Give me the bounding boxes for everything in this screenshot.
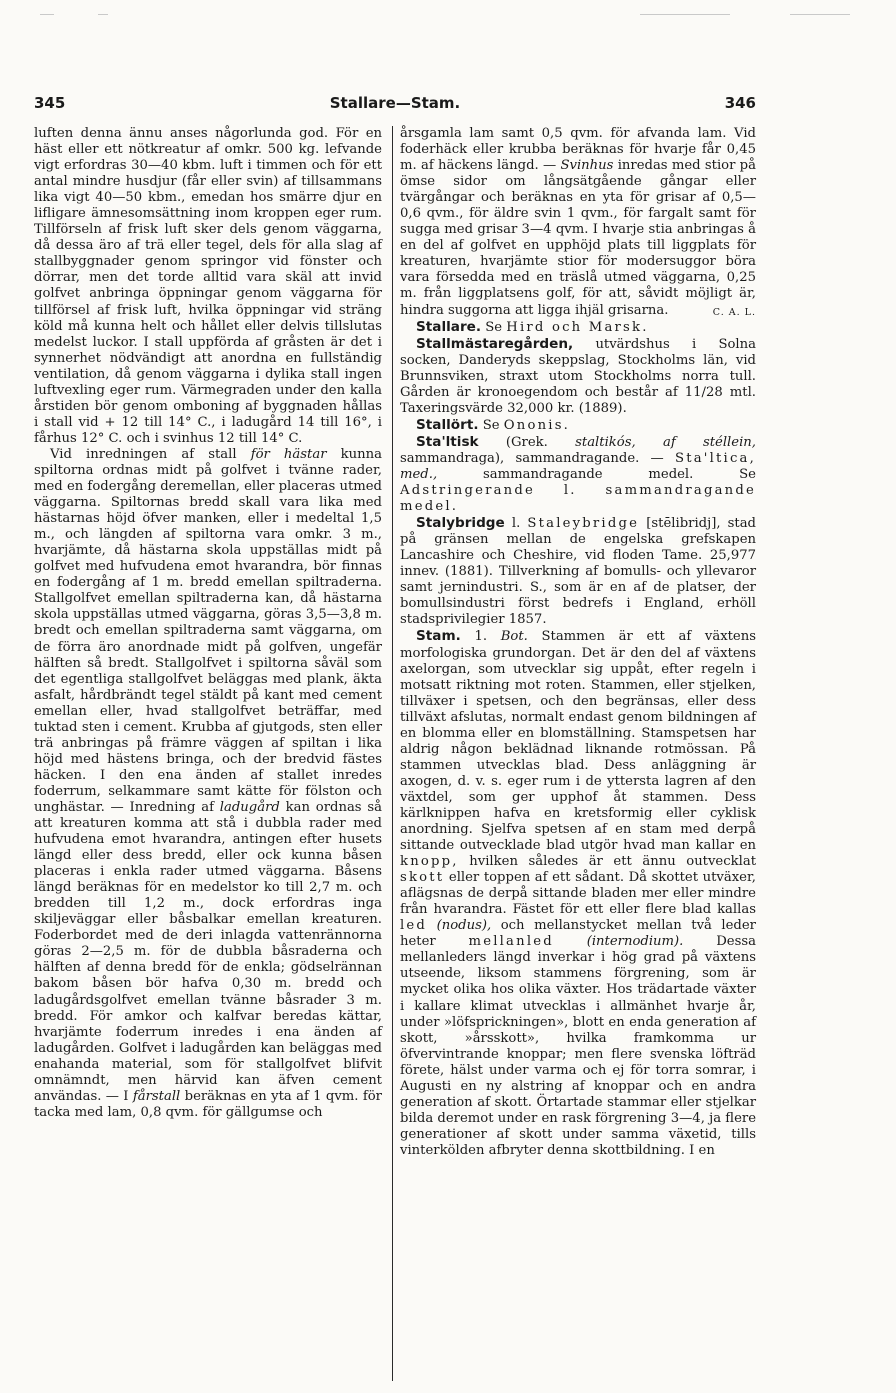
scan-mark <box>98 14 108 15</box>
entry-stalybridge: Stalybridge l. Staleybridge [stēlibridj], stad på gränsen mellan de engelska grefskapen Lancashire och Cheshire, vid floden Tame. 25,977 innev. (1881). Tillverkning af bomulls- och yllevaror samt jernindustri. S., som är en af de platser, der bomullsindustri först bedrefs i England, erhöll stadsprivilegier 1857. <box>400 515 756 628</box>
headword: Stam. <box>416 628 461 645</box>
right-column <box>400 126 756 1159</box>
paragraph-inredning: Vid inredningen af stall för hästar kunna spiltorna ordnas midt på golfvet i tvänne rader, med en fodergång deremellan, eller placeras utmed väggarna. Spiltornas bredd skall vara lika med hästarnas höjd öfver manken, eller i medeltal 1,5 m., och längden af spiltorna vara omkr. 3 m., hvarjämte, då hästarna skola uppställas midt på golfvet med hufvudena emot hvarandra, bör finnas en fodergång af 1 m. bredd emellan spiltraderna. Stallgolfvet emellan spiltraderna kan, då hästarna skola uppställas utmed väggarna, göras 3,5—3,8 m. bredt och emellan spiltraderna samt väggarna, om de förra äro anordnade midt på golfven, ungefär hälften så bredt. Stallgolfvet i spiltorna såväl som det egentliga stallgolfvet beläggas med plank, äkta asfalt, hårdbrändt tegel stäldt på kant med cement emellan eller, hvad stallgolfvet beträffar, med tuktad sten i cement. Krubba af gjutgods, sten eller trä anbringas på främre väggen af spiltan i lika höjd med hästens bringa, och der bredvid fästes häcken. I den ena änden af stallet inredes foderrum, selkammare samt kätte för fölston och unghästar. — Inredning af ladugård kan ordnas så att kreaturen komma att stå i dubbla rader med hufvudena emot hvarandra, antingen efter husets längd eller dess bredd, eller ock kunna båsen placeras i enkla rader utmed väggarna. Båsens längd beräknas för en medelstor ko till 2,7 m. och bredden till 1,2 m., dock erfordras inga skiljeväggar eller båsbalkar emellan kreaturen. Foderbordet med de deri inlagda vattenrännorna göras 2—2,5 m. för de dubbla båsraderna och hälften af denna bredd för de enkla; gödselrännan bakom båsen bör hafva 0,30 m. bredd och ladugårdsgolfvet emellan tvänne båsrader 3 m. bredd. För amkor och kalfvar beredas kättar, hvarjämte foderrum inredes i ena änden af ladugården. Golfvet i ladugården kan beläggas med enahanda material, som för stallgolfvet blifvit omnämndt, men härvid kan äfven cement användas. — I fårstall beräknas en yta af 1 qvm. för tacka med lam, 0,8 qvm. för gällgumse och <box>34 446 382 1120</box>
cross-reference: Ononis. <box>503 417 571 433</box>
headword: Stallare. <box>416 318 482 335</box>
entry-stallare: Stallare. Se Hird och Marsk. <box>416 318 649 335</box>
scan-mark <box>40 14 54 15</box>
column-divider <box>392 126 393 1381</box>
headword: Sta'ltisk <box>416 433 479 450</box>
page-header <box>34 94 756 116</box>
cross-reference: Adstringerande l. sammandragande medel. <box>400 483 756 515</box>
paragraph-ventilation: luften denna ännu anses någorlunda god. För en häst eller ett nötkreatur af omkr. 500 kg. lefvande vigt erfordras 30—40 kbm. luft i timmen och för ett antal mindre husdjur (får eller svin) af tillsammans lika vigt 40—50 kbm., emedan hos smärre djur en lifligare ämnesomsättning inom kroppen eger rum. Tillförseln af frisk luft sker dels genom väggarna, då dessa äro af trä eller tegel, dels för alla slag af stallbyggnader genom springor vid fönster och dörrar, men det torde alltid vara skäl att invid golfvet anbringa öppningar genom väggarna för tillförsel af frisk luft, hvilka öppningar vid sträng köld må kunna helt och hållet eller delvis tillslutas medelst luckor. I stall uppförda af gråsten är det i synnerhet nödvändigt att anordna en fullständig ventilation, då genom väggarna i dylika stall ingen luftvexling eger rum. Värmegraden under den kalla årstiden bör genom omboning af byggnaden hållas i stall vid + 12 till 14° C., i ladugård 14 till 16°, i fårhus 12° C. och i svinhus 12 till 14° C. <box>34 126 382 446</box>
entry-stam: Stam. 1. Bot. Stammen är ett af växtens morfologiska grundorgan. Det är den del af växtens axelorgan, som utvecklar sig uppåt, efter regeln i motsatt riktning mot roten. Stammen, eller stjelken, tillväxer i spetsen, och den begränsas, eller dess tillväxt afslutas, normalt endast genom bildningen af en blomma eller en blomställning. Stamspetsen har aldrig någon beklädnad liknande rotmössan. På stammen utvecklas blad. Dess anläggning är axogen, d. v. s. eger rum i de yttersta lagren af den växtdel, som ger upphof åt stammen. Dess kärlknippen hafva en kretsformig eller cyklisk anordning. Sjelfva spetsen af en stam med derpå sittande outvecklade blad utgör hvad man kallar en knopp, hvilken således är ett ännu outvecklat skott eller toppen af ett sådant. Då skottet utväxer, aflägsnas de derpå sittande bladen mer eller mindre från hvarandra. Fästet för ett eller flere blad kallas led (nodus), och mellanstycket mellan två leder heter mellanled (internodium). Dessa mellanleders längd inverkar i hög grad på växtens utseende, liksom stammens förgrening, som är mycket olika hos olika växter. Hos trädartade växter i kallare klimat utvecklas i allmänhet hvarje år, under »löfsprickningen», blott en enda generation af skott, »årsskott», hvilka framkomma ur öfvervintrande knoppar; men flere svenska löfträd förete, hälst under varma och ej för torra somrar, i Augusti en ny alstring af knoppar och en andra generation af skott. Örtartade stammar eller stjelkar bilda deremot under en rask förgrening 3—4, ja flere generationer af skott under samma växetid, tills vinterkölden afbryter denna skottbildning. I en <box>400 628 756 1158</box>
scan-mark <box>790 14 850 15</box>
headword: Stallört. <box>416 416 479 433</box>
entry-staltisk: Sta'ltisk (Grek. staltikós, af stéllein, sammandraga), sammandragande. — Sta'ltica, med., sammandragande medel. Se Adstringerande l. sammandragande medel. <box>400 433 756 515</box>
cross-reference: Hird och Marsk. <box>506 319 649 335</box>
entry-stallmastaregarden: Stallmästaregården, utvärdshus i Solna socken, Danderyds skeppslag, Stockholms län, vid Brunnsviken, straxt utom Stockholms norra tull. Gården är kronoegendom och består af 11/28 mtl. Taxeringsvärde 32,000 kr. (1889). <box>400 335 756 416</box>
running-title: Stallare—Stam. <box>329 94 461 112</box>
author-signature: C. A. L. <box>712 306 756 318</box>
scan-mark <box>640 14 730 15</box>
left-column <box>34 126 382 1121</box>
headword: Stallmästaregården, <box>416 335 574 352</box>
headword: Stalybridge <box>416 515 505 532</box>
entry-stallort: Stallört. Se Ononis. <box>416 416 571 433</box>
page-number-left: 345 <box>34 94 66 112</box>
page-number-right: 346 <box>724 94 756 112</box>
paragraph-svinhus: årsgamla lam samt 0,5 qvm. för afvanda lam. Vid foderhäck eller krubba beräknas för hvarje får 0,45 m. af häckens längd. — Svinhus inredas med stior på ömse sidor om långsätgående gångar eller tvärgångar och beräknas en yta för grisar af 0,5—0,6 qvm., för äldre svin 1 qvm., för fargalt samt för sugga med grisar 3—4 qvm. I hvarje stia anbringas å en del af golfvet en upphöjd plats till liggplats för kreaturen, hvarjämte stior för modersuggor böra vara försedda med en träslå utmed väggarna, 0,25 m. från liggplatsens golf, för att, såvidt möjligt är, hindra suggorna att ligga ihjäl grisarna. C. A. L. <box>400 126 756 319</box>
